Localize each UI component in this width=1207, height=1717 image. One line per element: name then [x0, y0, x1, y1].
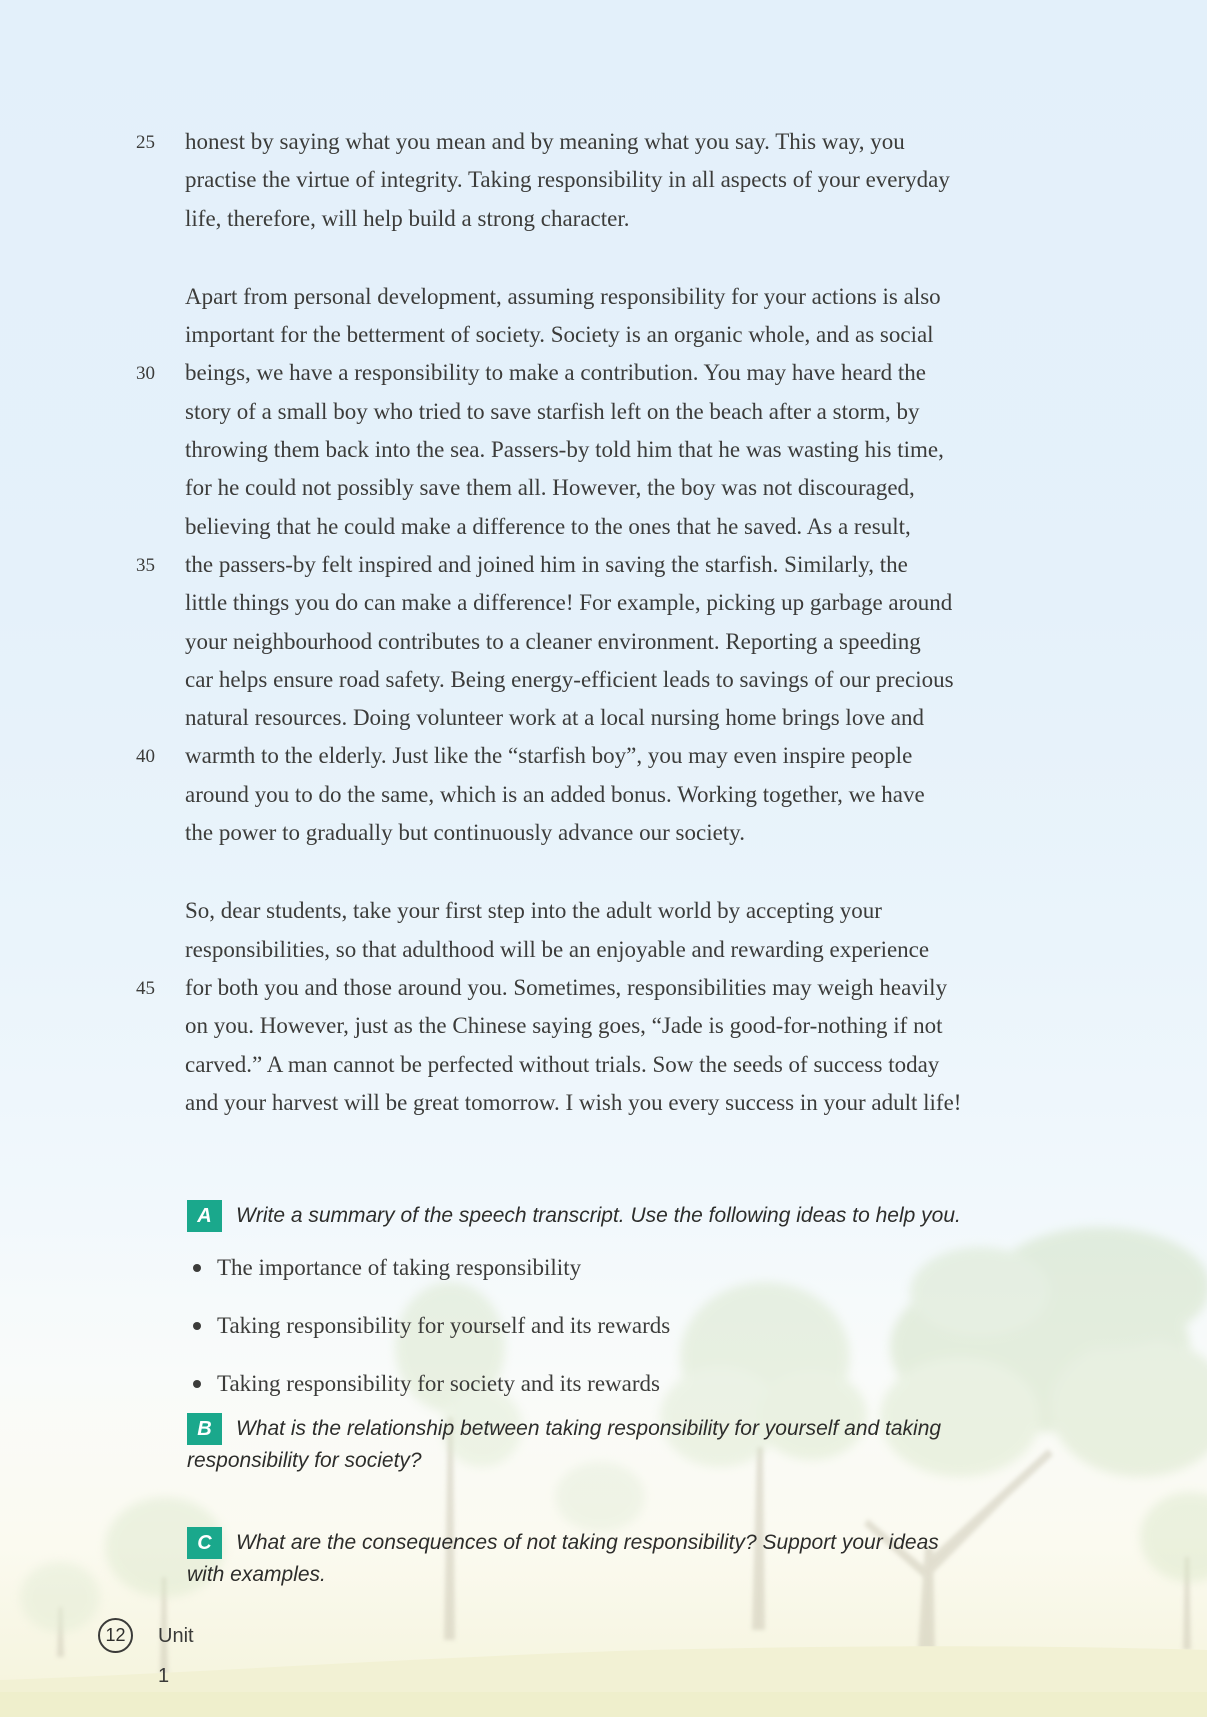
transcript-line: the power to gradually but continuously advance our society.: [185, 820, 745, 846]
transcript-line: warmth to the elderly. Just like the “starfish boy”, you may even inspire people 40: [185, 737, 960, 775]
bullet-text: Taking responsibility for yourself and its rewards: [217, 1313, 671, 1338]
transcript-line: story of a small boy who tried to save starfish left on the beach after a storm, by: [185, 398, 920, 424]
transcript-line: carved.” A man cannot be perfected without trials. Sow the seeds of success today: [185, 1051, 940, 1077]
transcript-line: practise the virtue of integrity. Taking responsibility in all aspects of your everyday: [185, 167, 950, 193]
bullet-icon: [193, 1380, 201, 1388]
exercise-b-prompt: What is the relationship between taking responsibility for yourself and taking responsibility for society?: [187, 1417, 942, 1472]
bullet-text: Taking responsibility for society and its rewards: [217, 1371, 660, 1396]
exercise-a-bullets: [187, 1239, 887, 1413]
bullet-text: The importance of taking responsibility: [217, 1255, 582, 1280]
transcript-line: responsibilities, so that adulthood will be an enjoyable and rewarding experience: [185, 936, 930, 962]
transcript-line: your neighbourhood contributes to a cleaner environment. Reporting a speeding: [185, 628, 921, 654]
bullet-icon: [193, 1264, 201, 1272]
transcript-line: for he could not possibly save them all. However, the boy was not discouraged,: [185, 475, 915, 501]
transcript-line: throwing them back into the sea. Passers-by told him that he was wasting his time,: [185, 437, 944, 463]
exercise-c-prompt: What are the consequences of not taking responsibility? Support your ideas with examples.: [187, 1531, 939, 1586]
transcript-line: on you. However, just as the Chinese saying goes, “Jade is good-for-nothing if not: [185, 1013, 943, 1039]
page-number: 12: [105, 1625, 126, 1645]
exercise-b: [187, 1413, 973, 1477]
margin-line-number: 45: [136, 977, 155, 999]
exercise-a: [187, 1200, 973, 1232]
transcript-line: important for the betterment of society. Society is an organic whole, and as social: [185, 322, 934, 348]
bullet-item: [187, 1239, 887, 1297]
transcript-line: believing that he could make a difference to the ones that he saved. As a result,: [185, 513, 911, 539]
margin-line-number: 30: [136, 363, 155, 385]
transcript-paragraph: [136, 892, 962, 1122]
exercise-c-badge: C: [187, 1527, 222, 1559]
transcript-line: natural resources. Doing volunteer work at a local nursing home brings love and: [185, 705, 924, 731]
bullet-icon: [193, 1322, 201, 1330]
transcript-line: car helps ensure road safety. Being energy-efficient leads to savings of our precious: [185, 666, 954, 692]
transcript-line: the passers-by felt inspired and joined him in saving the starfish. Similarly, the 35: [185, 546, 960, 584]
transcript-line: for both you and those around you. Sometimes, responsibilities may weigh heavily 45: [185, 969, 960, 1007]
transcript-line: honest by saying what you mean and by meaning what you say. This way, you 25: [185, 123, 960, 161]
margin-line-number: 40: [136, 746, 155, 768]
transcript-line: life, therefore, will help build a strong character.: [185, 205, 630, 231]
page-number-badge: [98, 1618, 133, 1653]
bullet-item: [187, 1297, 887, 1355]
transcript-line: beings, we have a responsibility to make a contribution. You may have heard the 30: [185, 354, 960, 392]
margin-line-number: 25: [136, 132, 155, 153]
transcript-line: Apart from personal development, assuming responsibility for your actions is also: [185, 283, 941, 309]
transcript-line: and your harvest will be great tomorrow. I wish you every success in your adult life!: [185, 1089, 962, 1115]
exercise-b-badge: B: [187, 1413, 222, 1445]
exercise-a-prompt: Write a summary of the speech transcript. Use the following ideas to help you.: [236, 1204, 961, 1227]
transcript-line: So, dear students, take your first step into the adult world by accepting your: [185, 898, 882, 924]
bullet-item: [187, 1355, 887, 1413]
margin-line-number: 35: [136, 554, 155, 576]
transcript-line: around you to do the same, which is an added bonus. Working together, we have: [185, 781, 925, 807]
transcript-paragraph: [136, 278, 960, 852]
exercise-a-badge: A: [187, 1200, 222, 1232]
unit-label: Unit 1: [158, 1625, 194, 1687]
transcript-paragraph: [136, 123, 960, 238]
transcript-line: little things you do can make a difference! For example, picking up garbage around: [185, 590, 953, 616]
exercise-c: [187, 1527, 973, 1591]
speech-transcript: [136, 123, 962, 1162]
